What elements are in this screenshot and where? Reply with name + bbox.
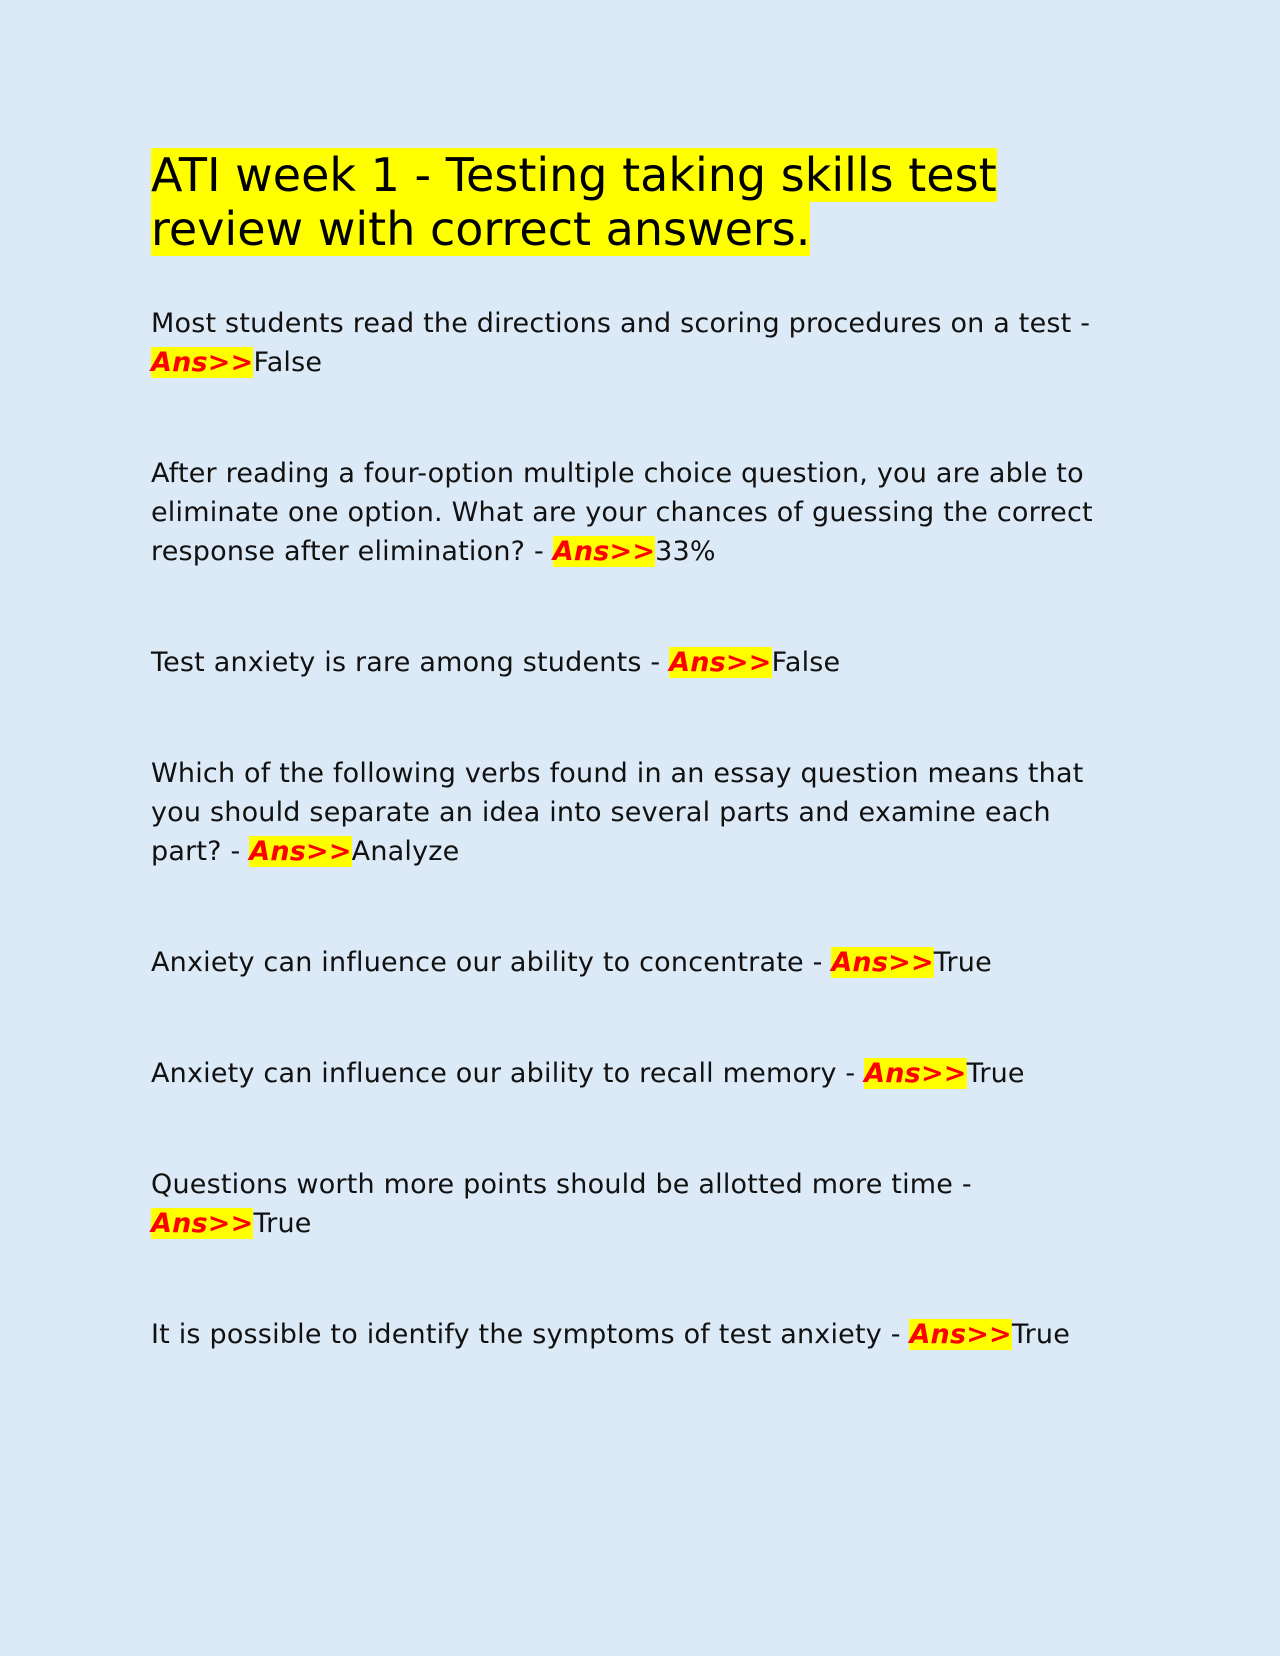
question-text: Anxiety can influence our ability to recall memory - <box>151 1058 865 1089</box>
qa-item <box>151 454 1130 571</box>
qa-item <box>151 1054 1130 1093</box>
answer-marker: Ans>> <box>151 347 254 378</box>
question-text: It is possible to identify the symptoms of test anxiety - <box>151 1319 910 1350</box>
qa-item <box>151 643 1130 682</box>
answer-text: True <box>966 1058 1025 1089</box>
answer-marker: Ans>> <box>249 836 352 867</box>
answer-marker: Ans>> <box>909 1319 1012 1350</box>
answer-text: False <box>771 647 841 678</box>
question-text: Most students read the directions and scoring procedures on a test - <box>151 308 1091 339</box>
qa-item <box>151 1315 1130 1354</box>
answer-marker: Ans>> <box>151 1208 254 1239</box>
answer-text: True <box>933 947 992 978</box>
qa-item <box>151 304 1130 382</box>
qa-item <box>151 754 1130 871</box>
document-title <box>151 148 1130 256</box>
answer-text: False <box>253 347 323 378</box>
qa-item <box>151 943 1130 982</box>
answer-text: Analyze <box>351 836 460 867</box>
question-text: Anxiety can influence our ability to concentrate - <box>151 947 832 978</box>
answer-text: 33% <box>655 536 716 567</box>
question-text: Test anxiety is rare among students - <box>151 647 670 678</box>
answer-marker: Ans>> <box>552 536 656 567</box>
answer-text: True <box>1011 1319 1071 1350</box>
question-text: After reading a four-option multiple choice question, you are able to eliminate one option. What are your chances of guessing the correct response after elimination? - <box>151 458 1093 567</box>
document-title-text: ATI week 1 - Testing taking skills test review with correct answers. <box>151 148 997 256</box>
answer-marker: Ans>> <box>669 647 772 678</box>
answer-text: True <box>253 1208 312 1239</box>
question-list <box>151 304 1130 1354</box>
question-text: Questions worth more points should be allotted more time - <box>151 1169 972 1200</box>
answer-marker: Ans>> <box>864 1058 967 1089</box>
qa-item <box>151 1165 1130 1243</box>
question-text: Which of the following verbs found in an essay question means that you should separate an idea into several parts and examine each part? - <box>151 758 1084 867</box>
answer-marker: Ans>> <box>831 947 934 978</box>
